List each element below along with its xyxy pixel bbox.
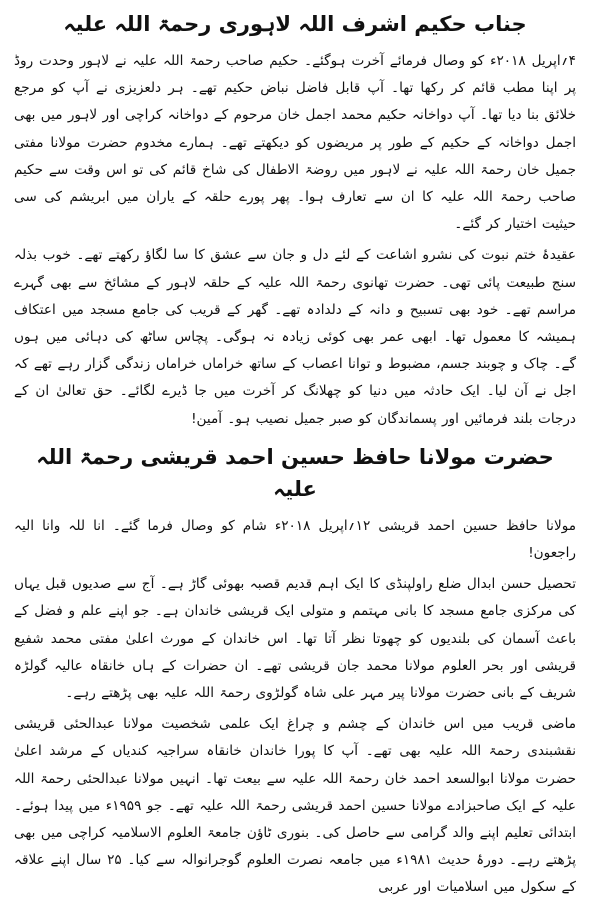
obituary-paragraph: عقیدۂ ختم نبوت کی نشرو اشاعت کے لئے دل و جان سے عشق کا سا لگاؤ رکھتے تھے۔ خوب بذلہ سنج طبیعت پائی تھی۔ حضرت تھانوی رحمۃ اللہ علیہ کے حلقہ لاہور کے مشائخ سے بھی گہرے مراسم تھے۔ خود بھی تسبیح و دانہ کے دلدادہ تھے۔ گھر کے قریب کی جامع مسجد میں اعتکاف ہمیشہ کا معمول تھا۔ ابھی عمر بھی کوئی زیادہ نہ ہوگی۔ پچاس ساٹھ کی دہائی میں ہوں گے۔ چاک و چوبند جسم، مضبوط و توانا اعصاب کے ساتھ خراماں خراماں زندگی گزار رہے تھے کہ اجل نے آن لیا۔ ایک حادثہ میں دنیا کو چھلانگ کر آخرت میں جا ڈیرے لگائے۔ حق تعالیٰ ان کے درجات بلند فرمائیں اور پسماندگان کو صبر جمیل نصیب ہو۔ آمین! bbox=[14, 247, 576, 427]
obituary-paragraph: ماضی قریب میں اس خاندان کے چشم و چراغ ایک علمی شخصیت مولانا عبدالحئی قریشی نقشبندی رحمۃ اللہ علیہ بھی تھے۔ آپ کا پورا خاندان خانقاہ سراجیہ کندیاں کے مرشد اعلیٰ حضرت مولانا ابوالسعد احمد خان رحمۃ اللہ علیہ سے بیعت تھا۔ انہیں مولانا عبدالحئی رحمۃ اللہ علیہ کے ایک صاحبزادے مولانا حسین احمد قریشی رحمۃ اللہ علیہ تھے۔ جو ۱۹۵۹ء میں پیدا ہوئے۔ ابتدائی تعلیم اپنے والد گرامی سے حاصل کی۔ بنوری ٹاؤن جامعۃ العلوم الاسلامیہ کراچی میں بھی پڑھتے رہے۔ دورۂ حدیث ۱۹۸۱ء میں جامعہ نصرت العلوم گوجرانوالہ سے کیا۔ ۲۵ سال اپنے علاقہ کے سکول میں اسلامیات اور عربی bbox=[14, 716, 577, 896]
section-heading-hussain-ahmad-qureshi: حضرت مولانا حافظ حسین احمد قریشی رحمۃ اللہ علیہ bbox=[36, 444, 554, 501]
obituary-paragraph: ۴؍اپریل ۲۰۱۸ء کو وصال فرمائے آخرت ہوگئے۔ حکیم صاحب رحمۃ اللہ علیہ نے لاہور وحدت روڈ پر اپنا مطب قائم کر رکھا تھا۔ آپ قابل فاضل نباض حکیم تھے۔ ہر دلعزیزی نے آپ کو مرجع خلائق بنا دیا تھا۔ آپ دواخانہ حکیم محمد اجمل خان مرحوم کے دواخانہ کراچی اور لاہور میں بھی اجمل دواخانہ کے حکیم کے طور پر مریضوں کو دیکھتے تھے۔ ہمارے مخدوم حضرت مولانا مفتی جمیل خان رحمۃ اللہ علیہ نے لاہور میں روضۃ الاطفال کی شاخ قائم کی تو اس وقت سے حکیم صاحب رحمۃ اللہ علیہ کا ان سے تعارف ہوا۔ پھر پورے حلقہ کے یاران میں ابریشم کی سی حیثیت اختیار کر گئے۔ bbox=[14, 53, 576, 233]
obituary-paragraph: مولانا حافظ حسین احمد قریشی ۱۲؍اپریل ۲۰۱۸ء شام کو وصال فرما گئے۔ انا للہ وانا الیہ راجعون! bbox=[14, 517, 576, 562]
section-heading-hakeem-ashrafullah: جناب حکیم اشرف اللہ لاہوری رحمۃ اللہ علیہ bbox=[63, 12, 527, 36]
obituary-paragraph: تحصیل حسن ابدال ضلع راولپنڈی کا ایک اہم قدیم قصبہ بھوئی گاڑ ہے۔ آج سے صدیوں قبل یہاں کی مرکزی جامع مسجد کا بانی مہتمم و متولی ایک قریشی خاندان ہے۔ جو اپنے علم و فضل کے باعث آسمان کی بلندیوں کو چھوتا نظر آتا تھا۔ اس خاندان کے مورث اعلیٰ مفتی محمد شفیع قریشی اور بحر العلوم مولانا محمد جان قریشی تھے۔ ان حضرات کے ہاں خانقاہ عالیہ گولڑہ شریف کے بانی حضرت مولانا پیر مہر علی شاہ گولڑوی رحمۃ اللہ علیہ بھی پڑھتے رہے۔ bbox=[14, 576, 576, 702]
